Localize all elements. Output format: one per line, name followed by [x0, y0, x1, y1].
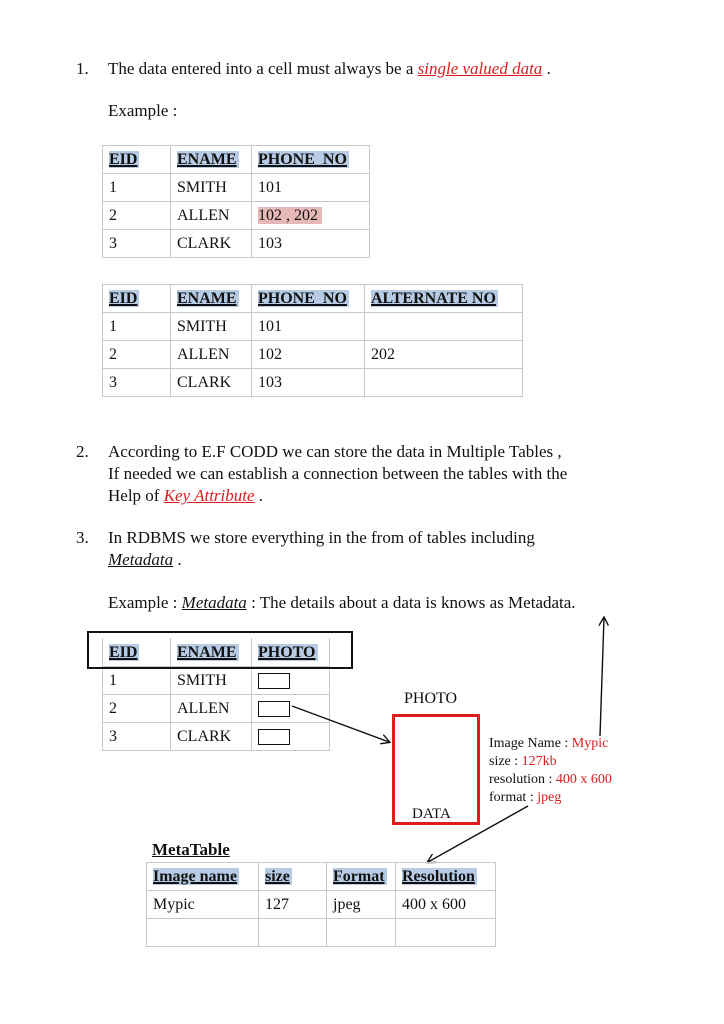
- header-cell: Image name: [147, 863, 259, 891]
- table-cell: ALLEN: [171, 341, 252, 369]
- metadata-term: Metadata: [108, 550, 174, 569]
- header-cell: size: [259, 863, 327, 891]
- section2-line3-after: .: [254, 486, 264, 505]
- item-number-3: 3.: [76, 528, 89, 547]
- header-cell: EID: [103, 285, 171, 313]
- metadata-example-suffix: : The details about a data is knows as Metadata.: [246, 593, 576, 612]
- header-cell: EID: [103, 146, 171, 174]
- section2-line3-before: Help of: [108, 486, 164, 505]
- photo-to-data-arrow: [292, 706, 389, 742]
- table-cell: 2: [103, 341, 171, 369]
- table-cell: 1: [103, 313, 171, 341]
- table-cell: 3: [103, 369, 171, 397]
- table-cell: 102: [252, 341, 365, 369]
- table-cell: SMITH: [171, 667, 252, 695]
- key-attribute-term: Key Attribute: [163, 486, 255, 505]
- table-cell: CLARK: [171, 230, 252, 258]
- table-cell: CLARK: [171, 369, 252, 397]
- image-format-line: format : jpeg: [489, 790, 562, 805]
- table-cell: 103: [252, 230, 370, 258]
- table-row: [147, 919, 496, 947]
- section2-line1: According to E.F CODD we can store the data in Multiple Tables ,: [108, 442, 562, 461]
- header-cell: PHONE_NO: [252, 146, 370, 174]
- image-name-line: Image Name : Mypic: [489, 736, 609, 751]
- header-cell: PHOTO: [252, 639, 330, 667]
- table-cell: 103: [252, 369, 365, 397]
- header-cell: EID: [103, 639, 171, 667]
- header-cell: ENAME: [171, 285, 252, 313]
- photo-label: PHOTO: [404, 690, 458, 707]
- section1-text-before: The data entered into a cell must always be a: [108, 59, 418, 78]
- meta-to-metatable-arrow: [428, 806, 528, 862]
- image-size-line: size : 127kb: [489, 754, 557, 769]
- table-cell: 400 x 600: [396, 891, 496, 919]
- table-cell: SMITH: [171, 313, 252, 341]
- table-cell: 2: [103, 202, 171, 230]
- highlighted-multi-value: 102 , 202: [258, 207, 322, 224]
- table-row: [147, 891, 496, 919]
- metatable: [146, 862, 496, 947]
- image-resolution-line: resolution : 400 x 600: [489, 772, 612, 787]
- header-cell: Format: [327, 863, 396, 891]
- section3-line1: In RDBMS we store everything in the from of tables including: [108, 528, 535, 547]
- metadata-example-term: Metadata: [181, 593, 247, 612]
- table-cell: [327, 919, 396, 947]
- metatable-title: MetaTable: [152, 840, 230, 859]
- example-label: Example :: [108, 101, 178, 120]
- header-cell: ALTERNATE NO: [365, 285, 523, 313]
- table-cell: 101: [252, 174, 370, 202]
- table-cell: 3: [103, 230, 171, 258]
- table-cell: 2: [103, 695, 171, 723]
- section2-line2: If needed we can establish a connection between the tables with the: [108, 464, 568, 483]
- table-cell: 1: [103, 174, 171, 202]
- header-cell: ENAME: [171, 146, 252, 174]
- table-cell: 1: [103, 667, 171, 695]
- item-number-2: 2.: [76, 442, 89, 461]
- meta-to-definition-arrow: [600, 618, 604, 736]
- header-cell: Resolution: [396, 863, 496, 891]
- table-header-row: [147, 863, 496, 891]
- table-cell: ALLEN: [171, 202, 252, 230]
- table-cell: [396, 919, 496, 947]
- table-cell: [147, 919, 259, 947]
- table-cell: CLARK: [171, 723, 252, 751]
- section1-text-after: .: [542, 59, 551, 78]
- table-cell: SMITH: [171, 174, 252, 202]
- item-number-1: 1.: [76, 59, 89, 78]
- data-label: DATA: [412, 806, 451, 822]
- table-cell: [259, 919, 327, 947]
- section3-line2-after: .: [173, 550, 182, 569]
- header-cell: ENAME: [171, 639, 252, 667]
- table-cell: jpeg: [327, 891, 396, 919]
- table-cell: 3: [103, 723, 171, 751]
- single-valued-data-term: single valued data: [417, 59, 543, 78]
- table-cell: Mypic: [147, 891, 259, 919]
- header-cell: PHONE_NO: [252, 285, 365, 313]
- table-cell: ALLEN: [171, 695, 252, 723]
- table-cell: 101: [252, 313, 365, 341]
- table-cell: 127: [259, 891, 327, 919]
- metadata-example-prefix: Example :: [108, 593, 182, 612]
- table-cell: 202: [365, 341, 523, 369]
